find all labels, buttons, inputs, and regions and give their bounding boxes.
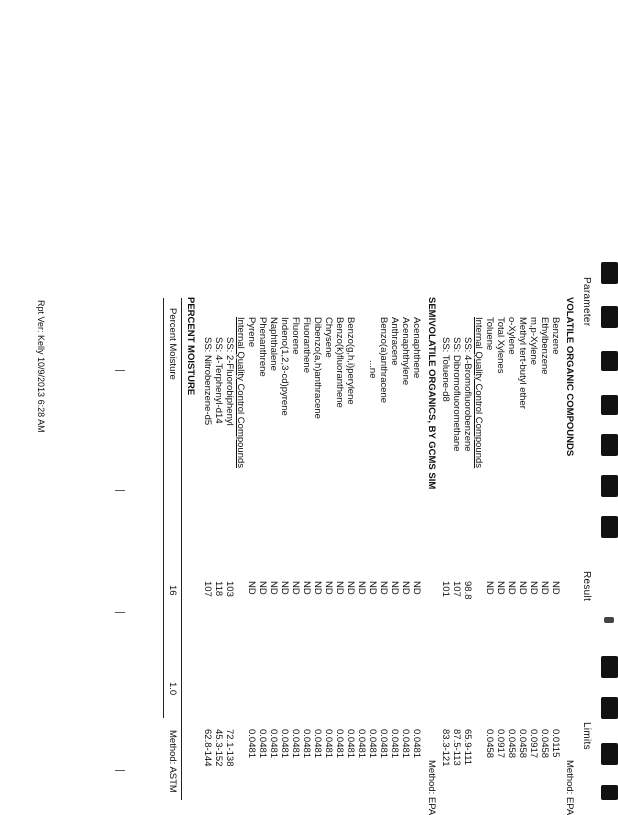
semivolatile-qc-name: SS: 2-Fluorobiphenyl xyxy=(224,337,235,426)
volatile-result: ND xyxy=(495,581,506,595)
semivolatile-qc-limit: 62.8-144 xyxy=(202,729,213,767)
volatile-limit: 0.0458 xyxy=(484,729,495,759)
volatile-result: ND xyxy=(484,581,495,595)
semivolatile-result: ND xyxy=(356,581,367,595)
semivolatile-limit: 0.0481 xyxy=(334,729,345,759)
semivolatile-limit: 0.0481 xyxy=(367,729,378,759)
semivolatile-name: Phenanthrene xyxy=(257,317,268,377)
semivolatile-name: Acenaphthene xyxy=(411,317,422,379)
volatile-section-title: VOLATILE ORGANIC COMPOUNDS xyxy=(564,297,575,457)
scan-block xyxy=(601,697,618,719)
volatile-qc-result: 98.8 xyxy=(462,581,473,600)
semivolatile-name: Indeno(1,2,3-cd)pyrene xyxy=(279,317,290,416)
moisture-limit: 1.0 xyxy=(167,682,178,696)
volatile-name: Toluene xyxy=(484,317,495,351)
volatile-name: Methyl tert-butyl ether xyxy=(517,317,528,409)
scan-block xyxy=(601,351,618,371)
semivolatile-result: ND xyxy=(312,581,323,595)
semivolatile-name: Fluorene xyxy=(290,317,301,355)
semivolatile-name: Acenaphthylene xyxy=(400,317,411,386)
volatile-result: ND xyxy=(506,581,517,595)
semivolatile-section-title: SEMIVOLATILE ORGANICS, BY GCMS SIM xyxy=(426,297,437,490)
semivolatile-limit: 0.0481 xyxy=(312,729,323,759)
semivolatile-name: Pyrene xyxy=(246,317,257,348)
semivolatile-name: ...ne xyxy=(367,360,378,379)
volatile-limit: 0.0458 xyxy=(506,729,517,759)
semivolatile-name: Benzo(a)anthracene xyxy=(378,317,389,404)
volatile-result: ND xyxy=(528,581,539,595)
moisture-name: Percent Moisture xyxy=(167,308,178,380)
parameter-header: Parameter xyxy=(581,277,592,327)
semivolatile-result: ND xyxy=(367,581,378,595)
volatile-limit: 0.0458 xyxy=(517,729,528,759)
scan-block xyxy=(601,434,618,456)
semivolatile-result: ND xyxy=(378,581,389,595)
semivolatile-qc-limit: 45.3-152 xyxy=(213,729,224,767)
volatile-qc-name: SS: Toluene-d8 xyxy=(440,337,451,402)
limits-header: Limits xyxy=(581,722,592,750)
volatile-result: ND xyxy=(539,581,550,595)
volatile-limit: 0.0458 xyxy=(539,729,550,759)
semivolatile-result: ND xyxy=(290,581,301,595)
semivolatile-limit: 0.0481 xyxy=(378,729,389,759)
scan-block xyxy=(601,262,618,284)
semivolatile-limit: 0.0481 xyxy=(290,729,301,759)
volatile-result: ND xyxy=(517,581,528,595)
semivolatile-name: Dibenzo(a,h)anthracene xyxy=(312,317,323,419)
semivolatile-limit: 0.0481 xyxy=(411,729,422,759)
semivolatile-name: Benzo(g,h,i)perylene xyxy=(345,317,356,405)
semivolatile-name: Fluoranthene xyxy=(301,317,312,373)
column-tick xyxy=(115,490,125,491)
volatile-result: ND xyxy=(550,581,561,595)
volatile-qc-heading: Internal Quality Control Compounds xyxy=(473,317,484,469)
semivolatile-result: ND xyxy=(400,581,411,595)
semivolatile-limit: 0.0481 xyxy=(356,729,367,759)
volatile-qc-name: SS: Dibromofluoromethane xyxy=(451,337,462,452)
semivolatile-result: ND xyxy=(334,581,345,595)
scan-block xyxy=(601,306,618,328)
moisture-method: Method: ASTM xyxy=(167,730,178,793)
semivolatile-qc-limit: 72.1-138 xyxy=(224,729,235,767)
semivolatile-result: ND xyxy=(246,581,257,595)
column-tick xyxy=(115,770,125,771)
volatile-qc-result: 107 xyxy=(451,581,462,597)
result-header: Result xyxy=(581,571,592,602)
semivolatile-limit: 0.0481 xyxy=(279,729,290,759)
semivolatile-limit: 0.0481 xyxy=(400,729,411,759)
semivolatile-name: Naphthalene xyxy=(268,317,279,371)
volatile-name: Ethylbenzene xyxy=(539,317,550,375)
scan-block xyxy=(601,395,618,415)
scan-block xyxy=(601,743,618,765)
moisture-result: 16 xyxy=(167,585,178,596)
semivolatile-result: ND xyxy=(279,581,290,595)
semivolatile-qc-result: 107 xyxy=(202,581,213,597)
volatile-name: Total Xylenes xyxy=(495,317,506,374)
volatile-name: Benzene xyxy=(550,317,561,355)
semivolatile-limit: 0.0481 xyxy=(345,729,356,759)
semivolatile-method: Method: EPA xyxy=(426,760,437,815)
volatile-name: o-Xylene xyxy=(506,317,517,355)
scan-block xyxy=(604,617,614,623)
section-rule xyxy=(163,298,164,718)
semivolatile-name: Chrysene xyxy=(323,317,334,358)
semivolatile-limit: 0.0481 xyxy=(301,729,312,759)
semivolatile-qc-result: 103 xyxy=(224,581,235,597)
volatile-limit: 0.0917 xyxy=(495,729,506,759)
semivolatile-result: ND xyxy=(323,581,334,595)
semivolatile-result: ND xyxy=(301,581,312,595)
semivolatile-limit: 0.0481 xyxy=(323,729,334,759)
semivolatile-limit: 0.0481 xyxy=(257,729,268,759)
column-tick xyxy=(115,370,125,371)
section-rule xyxy=(181,298,182,800)
semivolatile-qc-heading: Internal Quality Control Compounds xyxy=(235,317,246,469)
volatile-limit: 0.0115 xyxy=(550,729,561,758)
semivolatile-limit: 0.0481 xyxy=(246,729,257,759)
semivolatile-name: Anthracene xyxy=(389,317,400,366)
volatile-qc-limit: 83.3-121 xyxy=(440,729,451,767)
semivolatile-result: ND xyxy=(411,581,422,595)
volatile-qc-limit: 87.5-113 xyxy=(451,729,462,766)
semivolatile-qc-name: SS: Nitrobenzene-d5 xyxy=(202,337,213,426)
semivolatile-name: Benzo(k)fluoranthene xyxy=(334,317,345,408)
volatile-qc-limit: 65.9-111 xyxy=(462,729,473,766)
volatile-qc-name: SS: 4-Bromofluorobenzene xyxy=(462,337,473,452)
scan-block xyxy=(601,656,618,678)
scan-block xyxy=(601,785,618,800)
semivolatile-qc-result: 118 xyxy=(213,581,224,597)
scan-block xyxy=(601,516,618,538)
semivolatile-result: ND xyxy=(257,581,268,595)
semivolatile-result: ND xyxy=(268,581,279,595)
report-version-footer: Rpt Ver: Kelly 10/9/2013 6:28 AM xyxy=(36,300,46,433)
scan-block xyxy=(601,475,618,497)
semivolatile-limit: 0.0481 xyxy=(389,729,400,759)
volatile-method: Method: EPA xyxy=(564,760,575,815)
semivolatile-qc-name: SS: 4-Terphenyl-d14 xyxy=(213,337,224,424)
semivolatile-result: ND xyxy=(345,581,356,595)
volatile-name: m,p-Xylene xyxy=(528,317,539,366)
semivolatile-result: ND xyxy=(389,581,400,595)
column-tick xyxy=(115,612,125,613)
volatile-limit: 0.0917 xyxy=(528,729,539,759)
semivolatile-limit: 0.0481 xyxy=(268,729,279,759)
volatile-qc-result: 101 xyxy=(440,581,451,597)
moisture-section-title: PERCENT MOISTURE xyxy=(185,297,196,396)
